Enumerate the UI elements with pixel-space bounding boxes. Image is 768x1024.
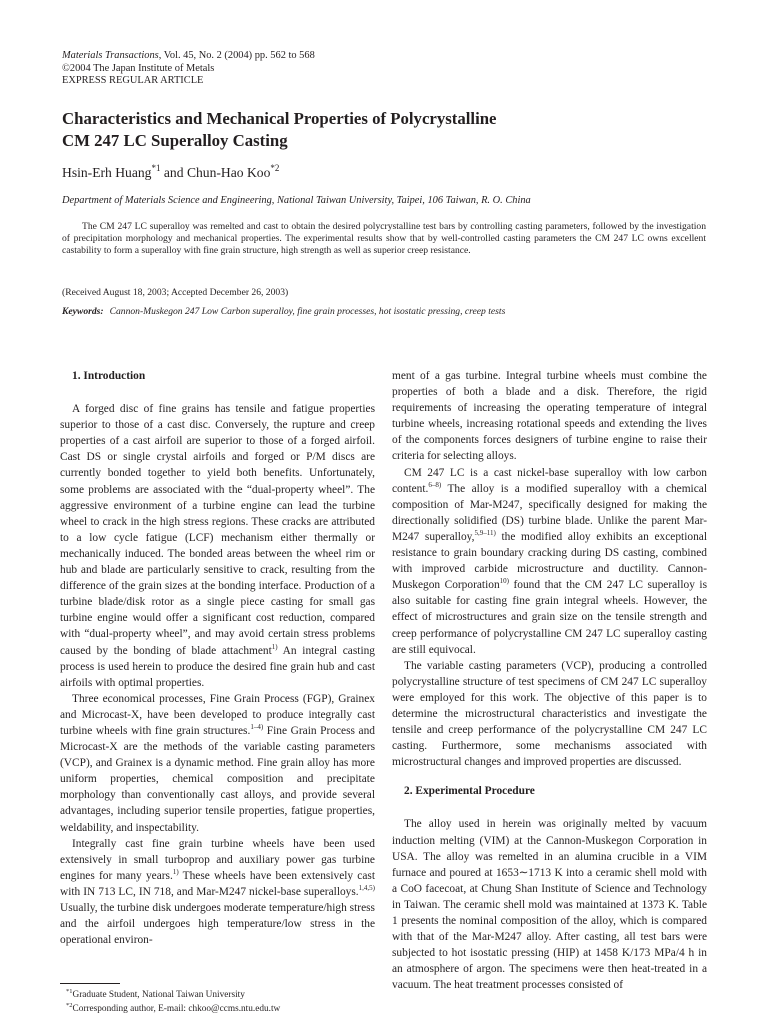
intro-p4-end: found that the CM 247 LC superalloy is also suitable for casting fine grain integral wheels. However, the effect of microstructures and grain size on the tensile strength and creep performance of polycrystalline CM 247 LC superalloy casting are still equivocal. xyxy=(392,579,708,656)
affiliation: Department of Materials Science and Engineering, National Taiwan University, Taipei, 106 Taiwan, R. O. China xyxy=(62,195,531,206)
keywords-text: Cannon-Muskegon 247 Low Carbon superalloy, fine grain processes, hot isostatic pressing, creep tests xyxy=(109,306,506,317)
footnote-2-mark: *2 xyxy=(66,1002,73,1009)
title-line-2: CM 247 LC Superalloy Casting xyxy=(62,131,288,150)
citation: , Vol. 45, No. 2 (2004) pp. 562 to 568 xyxy=(158,50,315,61)
title-line-1: Characteristics and Mechanical Properties of Polycrystalline xyxy=(62,109,497,128)
keywords-label: Keywords: xyxy=(62,306,104,317)
intro-paragraph-5: The variable casting parameters (VCP), producing a controlled polycrystalline structure of test specimens of CM 247 LC superalloy were employed for this work. The objective of this paper is to determine the microstructural characteristics and investigate the tensile and creep performance of the polycrystalline CM 247 LC casting. Furthermore, some mechanisms associated with microstructural changes and improved properties are discussed. xyxy=(392,659,707,769)
citation-ref: 1) xyxy=(271,642,278,651)
author-1-mark: *1 xyxy=(151,163,161,173)
journal-name: Materials Transactions xyxy=(62,50,159,61)
intro-paragraph-2 xyxy=(60,691,375,836)
intro-p4-text: CM 247 LC is a cast nickel-base superalloy with low carbon content. xyxy=(392,466,707,495)
author-list xyxy=(62,164,279,182)
footnote-1-mark: *1 xyxy=(66,988,73,995)
experimental-paragraph-1: The alloy used in herein was originally melted by vacuum induction melting (VIM) at the Cannon-Muskegon Corporation in USA. The alloy was remelted in an alumina crucible in a VIM furnace and poured at 1653∼1713 K into a ceramic shell mold with a CoO facecoat, at Chung Shan Institute of Science and Technology in Taiwan. The ceramic shell mold was maintained at 1373 K. Table 1 presents the nominal composition of the alloy, which is compared with that of the Mar-M247 alloy. After casting, all test bars were subjected to hot isostatic pressing (HIP) at 1458 K/173 MPa/4 h in an atmosphere of argon. The specimens were then heat-treated in a vacuum. The heat treatment processes consisted of xyxy=(392,818,707,992)
citation-ref: 1) xyxy=(172,867,179,876)
author-2-mark: *2 xyxy=(270,163,280,173)
copyright: ©2004 The Japan Institute of Metals xyxy=(62,62,215,74)
intro-p3-text: Integrally cast fine grain turbine wheels have been used extensively in small turboprop and auxiliary power gas turbine engines for many years. xyxy=(60,837,375,882)
intro-p4-mid2: the modified alloy exhibits an exceptional resistance to grain boundary cracking during DS casting, combined with improved carbide microstructure and ductility. Cannon-Muskegon Corporation xyxy=(392,530,707,592)
author-1: Hsin-Erh Huang xyxy=(62,165,152,180)
journal-header xyxy=(62,50,315,88)
abstract: The CM 247 LC superalloy was remelted and cast to obtain the desired polycrystalline test bars by controlling casting parameters, followed by the investigation of precipitation morphology and mechanical properties. The experimental results show that by well-controlled casting parameters the CM 247 LC owns excellent castability to form a superalloy with fine grain structure, high strength as well as superior creep resistance. xyxy=(62,221,706,257)
intro-paragraph-3 xyxy=(60,836,375,949)
footnote-divider xyxy=(60,983,120,984)
citation-line xyxy=(62,50,315,63)
right-column xyxy=(392,368,707,993)
citation-ref: 10) xyxy=(499,577,509,586)
left-column xyxy=(60,368,375,948)
intro-p3-mid: These wheels have been extensively cast with IN 713 LC, IN 718, and Mar-M247 nickel-base superalloys. xyxy=(60,869,375,898)
section-1-heading: 1. Introduction xyxy=(72,370,146,382)
author-connector: and xyxy=(163,165,184,180)
citation-ref: 1–4) xyxy=(250,722,264,731)
section-2-heading: 2. Experimental Procedure xyxy=(404,785,535,798)
footnote-1-text: Graduate Student, National Taiwan University xyxy=(72,990,245,1000)
intro-p1-text: A forged disc of fine grains has tensile and fatigue properties superior to those of a cast disc. Conversely, the rupture and creep properties of a cast airfoil are superior to those of a forged airfoil. Cast DS or single crystal airfoils and forged or P/M discs are currently bonded together to yield both benefits. Unfortunately, some problems are associated with the “dual-property wheel”. The aggressive environment of a turbine engine can lead the turbine wheel to crack in the high stress regions. These cracks are attributed to a low cycle fatigue (LCF) mechanism either thermally or mechanically induced. The bonded areas between the wheel rim or hub and blade are particularly sensitive to crack, resulting from the difference of the grain sizes at the bonding interface. Production of a turbine blade/disk rotor as a single piece casting for small gas turbine engine would offer a significant cost reduction, compared with “dual-property wheel”, and may avoid certain stress problems caused by the bonding of blade attachment xyxy=(60,403,375,657)
author-2: Chun-Hao Koo xyxy=(186,165,271,180)
paper-title xyxy=(62,108,722,152)
footnote-2-text: Corresponding author, E-mail: chkoo@ccms.ntu.edu.tw xyxy=(72,1004,281,1014)
citation-ref: 1,4,5) xyxy=(358,883,375,892)
intro-paragraph-1 xyxy=(60,401,375,691)
received-dates: (Received August 18, 2003; Accepted December 26, 2003) xyxy=(62,287,289,298)
footnote-2 xyxy=(66,1002,280,1016)
intro-p2-text: Three economical processes, Fine Grain Process (FGP), Grainex and Microcast-X, have been developed to produce integrally cast turbine wheels with fine grain structures. xyxy=(60,692,375,737)
intro-p3-end: Usually, the turbine disk undergoes moderate temperature/high stress and the airfoil undergoes high temperature/low stress in the operational environ- xyxy=(60,902,375,947)
footnote-1 xyxy=(66,988,280,1002)
intro-p4-mid: The alloy is a modified superalloy with a chemical composition of Mar-M247, specifically designed for making the directionally solidified (DS) turbine blade. Unlike the parent Mar-M247 superalloy, xyxy=(392,482,707,543)
article-type: EXPRESS REGULAR ARTICLE xyxy=(62,75,204,86)
citation-ref: 5,9–11) xyxy=(474,528,496,537)
intro-p2-end: Fine Grain Process and Microcast-X are the methods of the variable casting parameters (VCP), and Grainex is a dynamic method. Fine grain alloy has more uniform properties, chemical composition and precipitate morphology than conventionally cast alloys, and provide several advantages, including superior tensile properties, fatigue properties, weldability, and inspectability. xyxy=(60,724,375,834)
keywords xyxy=(62,306,505,318)
intro-paragraph-3-continued: ment of a gas turbine. Integral turbine wheels must combine the properties of both a blade and a disk. Therefore, the rigid requirements of increasing the operating temperature of integral turbine wheels, increasing rotational speeds and extending the lives of the components forces designers of turbine engine to raise their criteria for selecting alloys. xyxy=(392,370,707,463)
intro-paragraph-4 xyxy=(392,465,707,658)
citation-ref: 6–8) xyxy=(428,480,442,489)
intro-p1-end: An integral casting process is used herein to produce the desired fine grain hub and cast airfoils with optimal properties. xyxy=(60,644,376,689)
footnotes xyxy=(66,988,280,1016)
